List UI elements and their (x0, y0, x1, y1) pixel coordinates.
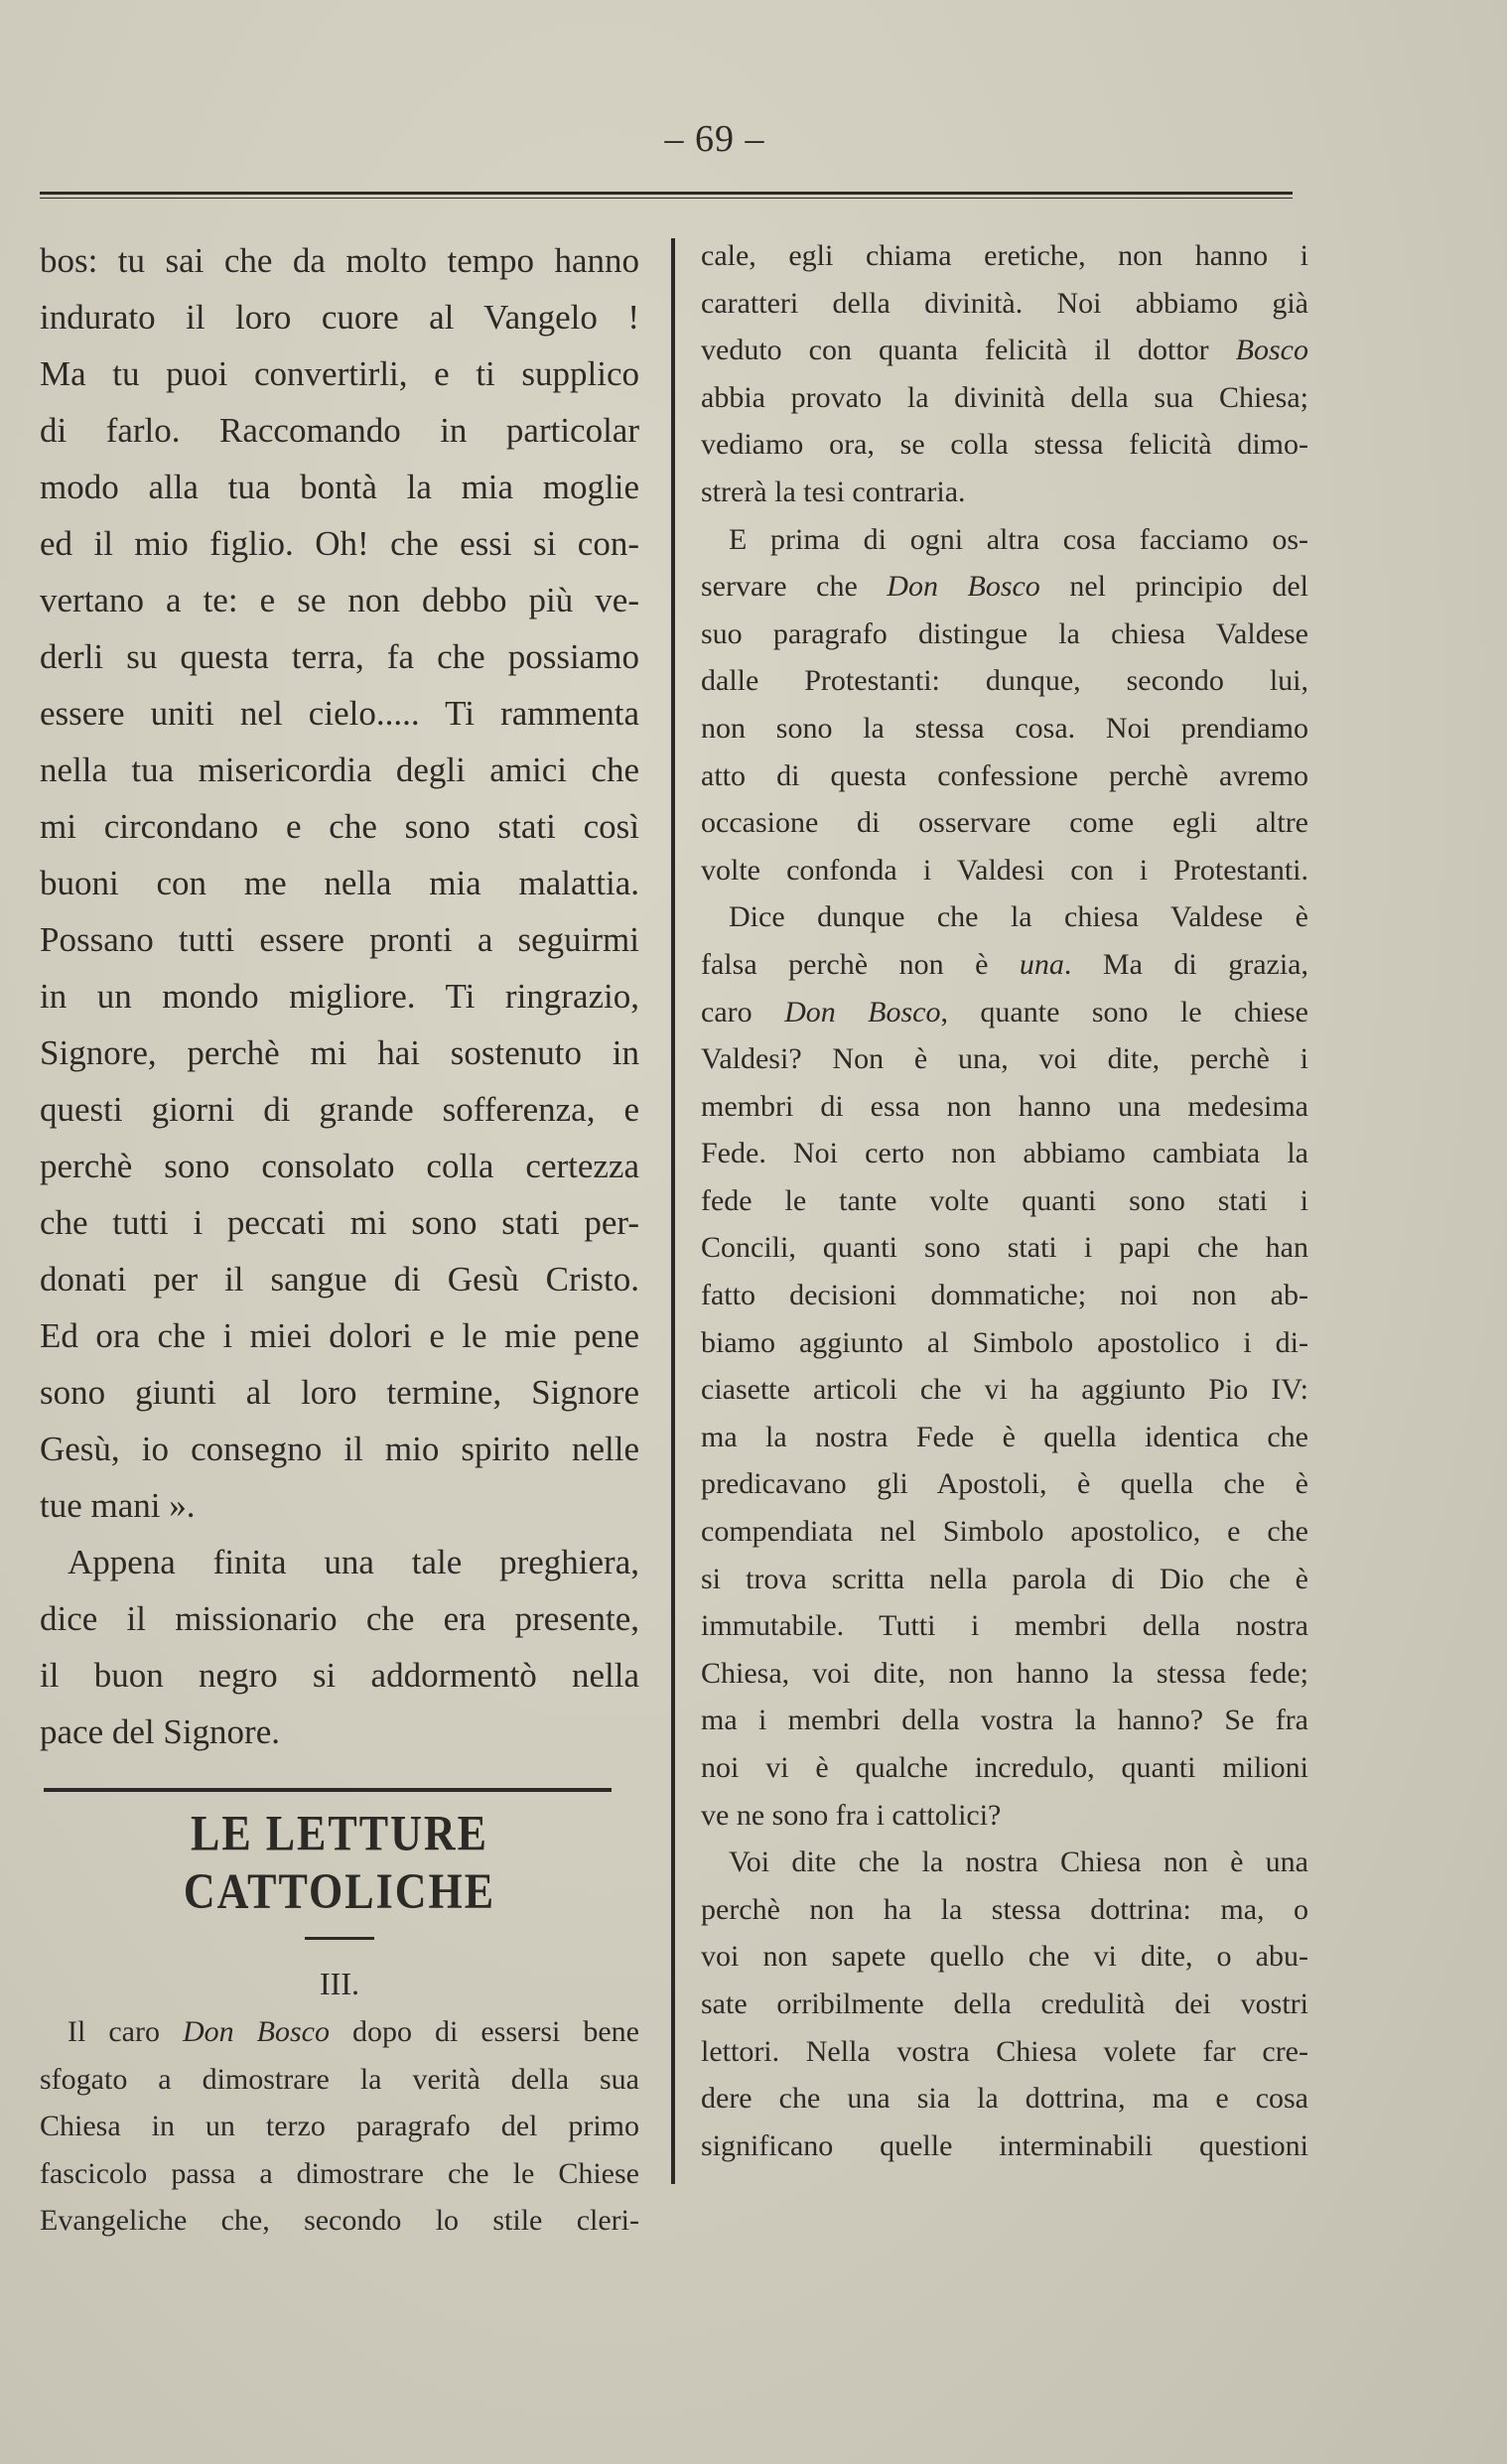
text-line (701, 1224, 1308, 1272)
italic-text: Don Bosco (887, 570, 1040, 604)
text-fragment: vediamo ora, se colla stessa felicità dimo- (701, 428, 1308, 462)
text-line (701, 1744, 1308, 1792)
text-fragment: cale, egli chiama eretiche, non hanno i (701, 239, 1308, 272)
header-rule-thin (40, 198, 1293, 199)
text-line (701, 2122, 1308, 2170)
text-line (701, 1177, 1308, 1225)
text-line (701, 799, 1308, 847)
text-line: ed il mio figlio. Oh! che essi si con- (40, 524, 639, 563)
text-line (40, 2197, 639, 2245)
text-fragment: Fede. Noi certo non abbiamo cambiata la (701, 1137, 1308, 1170)
text-line: modo alla tua bontà la mia moglie (40, 468, 639, 506)
section-title: LE LETTURE CATTOLICHE (183, 1805, 496, 1920)
text-fragment: , quante sono le chiese (940, 995, 1308, 1028)
italic-text: Don Bosco (182, 2015, 330, 2048)
text-line: donati per il sangue di Gesù Cristo. (40, 1260, 639, 1299)
text-fragment: fatto decisioni dommatiche; noi non ab- (701, 1279, 1308, 1312)
text-fragment: Chiesa in un terzo paragrafo del primo (40, 2110, 639, 2143)
text-line: indurato il loro cuore al Vangelo ! (40, 298, 639, 337)
text-line (701, 516, 1308, 564)
text-line: mi circondano e che sono stati così (40, 807, 639, 846)
text-line: bos: tu sai che da molto tempo hanno (40, 241, 639, 280)
text-fragment: compendiata nel Simbolo apostolico, e che (701, 1515, 1308, 1549)
text-fragment: si trova scritta nella parola di Dio che è (701, 1562, 1308, 1595)
text-fragment: fede le tante volte quanti sono stati i (701, 1183, 1308, 1217)
text-line (701, 847, 1308, 894)
text-line: Appena finita una tale preghiera, (68, 1543, 639, 1581)
text-line (701, 1035, 1308, 1083)
text-line (701, 753, 1308, 800)
text-fragment: immutabile. Tutti i membri della nostra (701, 1609, 1308, 1643)
text-fragment: ma i membri della vostra la hanno? Se fra (701, 1704, 1308, 1737)
text-fragment: predicavano gli Apostoli, è quella che è (701, 1467, 1308, 1501)
italic-text: una (1019, 947, 1064, 981)
section-short-rule (305, 1937, 374, 1940)
text-fragment: non sono la stessa cosa. Noi prendiamo (701, 711, 1308, 745)
text-line (701, 469, 1308, 516)
text-line: il buon negro si addormentò nella (40, 1656, 639, 1695)
text-fragment: dere che una sia la dottrina, ma e cosa (701, 2082, 1308, 2116)
text-fragment: abbia provato la divinità della sua Chiesa; (701, 380, 1308, 414)
text-line: Possano tutti essere pronti a seguirmi (40, 920, 639, 959)
left-paragraph-2 (40, 1534, 639, 1760)
text-fragment: E prima di ogni altra cosa facciamo os- (729, 522, 1308, 556)
text-line (701, 989, 1308, 1036)
text-fragment: occasione di osservare come egli altre (701, 806, 1308, 840)
text-line: Signore, perchè mi hai sostenuto in (40, 1033, 639, 1072)
right-column (701, 232, 1308, 2169)
text-fragment: suo paragrafo distingue la chiesa Valdese (701, 616, 1308, 650)
text-fragment: noi vi è qualche incredulo, quanti milioni (701, 1751, 1308, 1784)
text-fragment: biamo aggiunto al Simbolo apostolico i di- (701, 1325, 1308, 1359)
text-line (701, 421, 1308, 469)
text-fragment: ma la nostra Fede è quella identica che (701, 1420, 1308, 1453)
text-fragment: ciasette articoli che vi ha aggiunto Pio IV: (701, 1373, 1308, 1407)
text-fragment: voi non sapete quello che vi dite, o abu- (701, 1940, 1308, 1974)
text-line: in un mondo migliore. Ti ringrazio, (40, 977, 639, 1016)
text-line (701, 2028, 1308, 2076)
text-fragment: nel principio del (1039, 570, 1309, 604)
text-fragment: Chiesa, voi dite, non hanno la stessa fede; (701, 1656, 1308, 1690)
text-fragment: ve ne sono fra i cattolici? (701, 1798, 1002, 1832)
text-line (701, 657, 1308, 705)
header-rule (40, 192, 1293, 195)
text-line (701, 563, 1308, 611)
text-line: Ma tu puoi convertirli, e ti supplico (40, 354, 639, 393)
section-number: III. (320, 1966, 359, 2001)
text-line: perchè sono consolato colla certezza (40, 1147, 639, 1185)
text-line: buoni con me nella mia malattia. (40, 864, 639, 902)
text-fragment: membri di essa non hanno una medesima (701, 1089, 1308, 1123)
text-line (701, 2075, 1308, 2122)
text-line (701, 1366, 1308, 1414)
text-line (701, 1792, 1308, 1840)
text-fragment: dalle Protestanti: dunque, secondo lui, (701, 664, 1308, 698)
text-line (701, 1556, 1308, 1603)
text-fragment: falsa perchè non è (701, 947, 1020, 981)
text-line (701, 1697, 1308, 1744)
text-line: pace del Signore. (40, 1712, 280, 1751)
text-fragment: significano quelle interminabili questioni (701, 2128, 1308, 2162)
text-line (701, 893, 1308, 941)
text-line: di farlo. Raccomando in particolar (40, 411, 639, 450)
text-line (701, 1460, 1308, 1508)
text-line (701, 1272, 1308, 1319)
text-fragment: . Ma di grazia, (1063, 947, 1308, 981)
text-line (701, 232, 1308, 280)
text-fragment: sfogato a dimostrare la verità della sua (40, 2062, 639, 2096)
text-line (701, 705, 1308, 753)
text-line: questi giorni di grande sofferenza, e (40, 1090, 639, 1129)
text-line (701, 1602, 1308, 1650)
text-fragment: Voi dite che la nostra Chiesa non è una (729, 1846, 1308, 1879)
italic-text: Bosco (1235, 334, 1308, 367)
text-line: dice il missionario che era presente, (40, 1599, 639, 1638)
text-fragment: Evangeliche che, secondo lo stile cleri- (40, 2204, 639, 2238)
text-fragment: caratteri della divinità. Noi abbiamo già (701, 286, 1308, 320)
right-text (701, 232, 1308, 2169)
text-fragment: atto di questa confessione perchè avremo (701, 758, 1308, 792)
text-line (701, 280, 1308, 328)
text-line (701, 1319, 1308, 1367)
text-fragment: caro (701, 995, 785, 1028)
text-line: che tutti i peccati mi sono stati per- (40, 1203, 639, 1242)
page-number: – 69 – (664, 118, 765, 160)
text-line (40, 2150, 639, 2198)
text-fragment: volte confonda i Valdesi con i Protestanti. (701, 853, 1308, 887)
text-fragment: dopo di essersi bene (329, 2015, 639, 2048)
text-line (701, 611, 1308, 658)
left-column (40, 232, 639, 2245)
text-line: vertano a te: e se non debbo più ve- (40, 581, 639, 619)
text-fragment: Il caro (68, 2015, 183, 2048)
text-line (701, 327, 1308, 374)
text-fragment: Concili, quanti sono stati i papi che han (701, 1231, 1308, 1265)
text-fragment: Dice dunque che la chiesa Valdese è (729, 900, 1308, 934)
text-fragment: perchè non ha la stessa dottrina: ma, o (701, 1892, 1308, 1926)
text-line: derli su questa terra, fa che possiamo (40, 637, 639, 676)
column-divider (671, 238, 675, 2184)
section-paragraph (40, 2008, 639, 2245)
text-line (40, 2056, 639, 2104)
text-line: Gesù, io consegno il mio spirito nelle (40, 1430, 639, 1468)
text-line (701, 1886, 1308, 1934)
text-fragment: sate orribilmente della credulità dei vostri (701, 1986, 1308, 2020)
text-line (701, 1839, 1308, 1886)
text-line (40, 2008, 639, 2056)
text-line: sono giunti al loro termine, Signore (40, 1373, 639, 1412)
text-line (701, 1933, 1308, 1981)
left-paragraph-1 (40, 232, 639, 1534)
text-fragment: strerà la tesi contraria. (701, 475, 966, 508)
text-fragment: Valdesi? Non è una, voi dite, perchè i (701, 1042, 1308, 1076)
text-fragment: fascicolo passa a dimostrare che le Chiese (40, 2156, 639, 2190)
text-line: Ed ora che i miei dolori e le mie pene (40, 1316, 639, 1355)
text-line (701, 1508, 1308, 1556)
text-line (701, 1414, 1308, 1461)
text-line: tue mani ». (40, 1486, 196, 1525)
section-rule (44, 1788, 612, 1792)
text-line: essere uniti nel cielo..... Ti rammenta (40, 694, 639, 733)
text-fragment: lettori. Nella vostra Chiesa volete far cre- (701, 2034, 1308, 2068)
text-line (701, 374, 1308, 422)
italic-text: Don Bosco (784, 995, 941, 1028)
text-line (701, 1130, 1308, 1177)
text-line (40, 2103, 639, 2150)
text-line (701, 1650, 1308, 1698)
text-line: nella tua misericordia degli amici che (40, 751, 639, 789)
text-fragment: veduto con quanta felicità il dottor (701, 334, 1236, 367)
text-line (701, 1981, 1308, 2028)
text-fragment: servare che (701, 570, 888, 604)
text-line (701, 1083, 1308, 1131)
text-line (701, 941, 1308, 989)
